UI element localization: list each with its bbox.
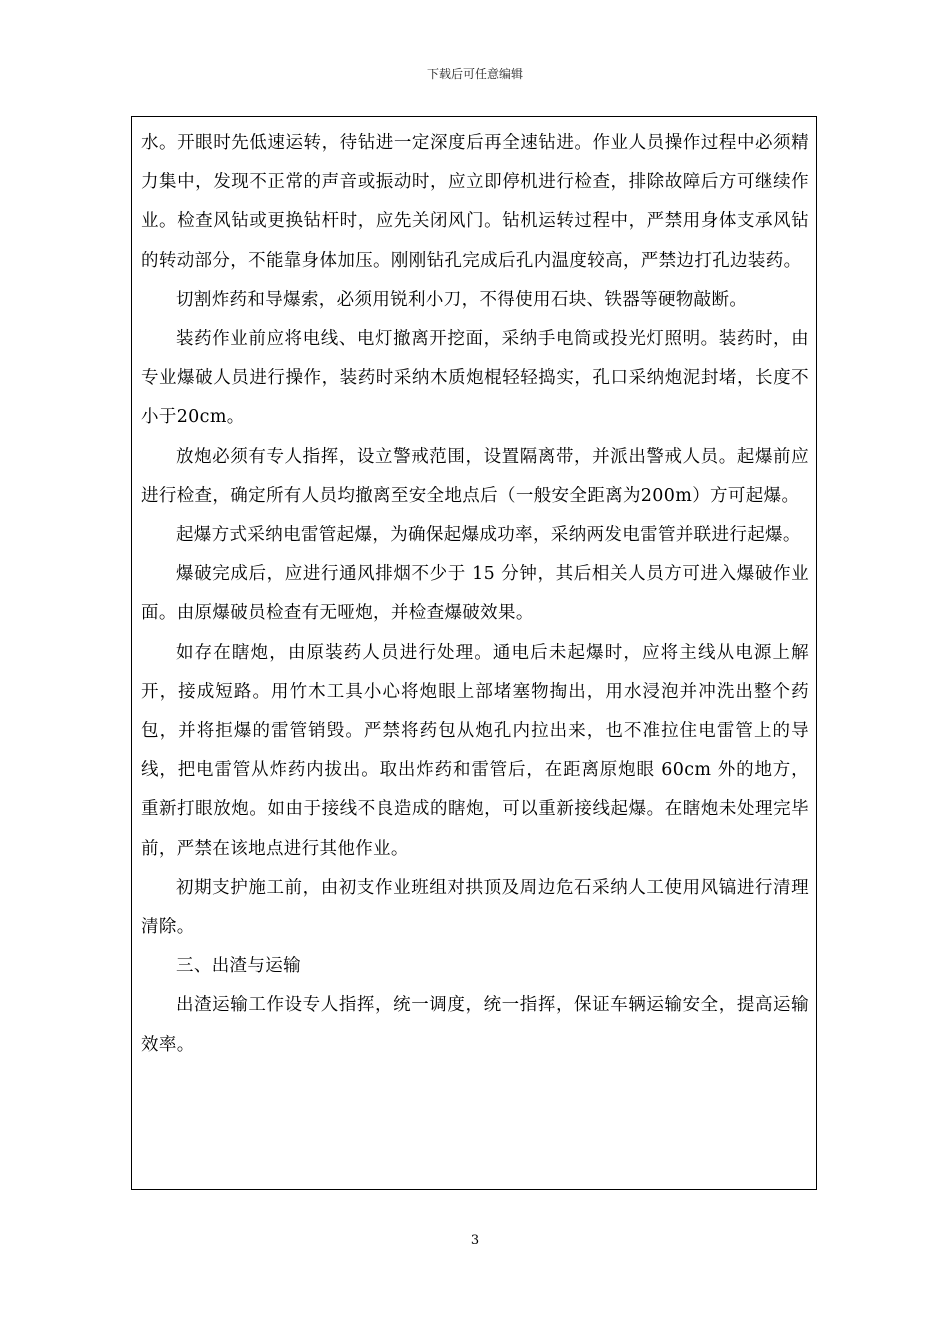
paragraph-blasting-command: 放炮必须有专人指挥，设立警戒范围，设置隔离带，并派出警戒人员。起爆前应进行检查，确定所有人员均撤离至安全地点后（一般安全距离为200m）方可起爆。 — [141, 446, 809, 506]
section-heading-mucking: 三、出渣与运输 — [176, 956, 301, 977]
paragraph-misfire-handling: 如存在瞎炮，由原装药人员进行处理。通电后未起爆时，应将主线从电源上解开，接成短路。用竹木工具小心将炮眼上部堵塞物掏出，用水浸泡并冲洗出整个药包，并将拒爆的雷管销毁。严禁将药包从炮孔内拉出来，也不准拉住电雷管上的导线，把电雷管从炸药内拔出。取出炸药和雷管后，在距离原炮眼 60cm 外的地方，重新打眼放炮。如由于接线不良造成的瞎炮，可以重新接线起爆。在瞎炮未处理完毕前，严禁在该地点进行其他作业。 — [141, 642, 809, 859]
page-header: 下载后可任意编辑 — [426, 67, 523, 81]
document-body — [141, 124, 809, 1065]
paragraph-initial-support: 初期支护施工前，由初支作业班组对拱顶及周边危石采纳人工使用风镐进行清理清除。 — [141, 877, 809, 938]
page-number: 3 — [470, 1233, 480, 1248]
paragraph-ventilation: 爆破完成后，应进行通风排烟不少于 15 分钟，其后相关人员方可进入爆破作业面。由原爆破员检查有无哑炮，并检查爆破效果。 — [141, 564, 809, 624]
paragraph-charging: 装药作业前应将电线、电灯撤离开挖面，采纳手电筒或投光灯照明。装药时，由专业爆破人员进行操作，装药时采纳木质炮棍轻轻捣实，孔口采纳炮泥封堵，长度不小于20cm。 — [141, 329, 809, 428]
paragraph-detonation-method: 起爆方式采纳电雷管起爆，为确保起爆成功率，采纳两发电雷管并联进行起爆。 — [176, 525, 801, 546]
content-table-cell — [131, 116, 817, 1190]
paragraph-drilling-continued: 水。开眼时先低速运转，待钻进一定深度后再全速钻进。作业人员操作过程中必须精力集中，发现不正常的声音或振动时，应立即停机进行检查，排除故障后方可继续作业。检查风钻或更换钻杆时，应先关闭风门。钻机运转过程中，严禁用身体支承风钻的转动部分，不能靠身体加压。刚刚钻孔完成后孔内温度较高，严禁边打孔边装药。 — [141, 133, 809, 271]
paragraph-mucking-transport: 出渣运输工作设专人指挥，统一调度，统一指挥，保证车辆运输安全，提高运输效率。 — [141, 995, 809, 1055]
paragraph-cutting-explosives: 切割炸药和导爆索，必须用锐利小刀，不得使用石块、铁器等硬物敲断。 — [176, 289, 748, 310]
